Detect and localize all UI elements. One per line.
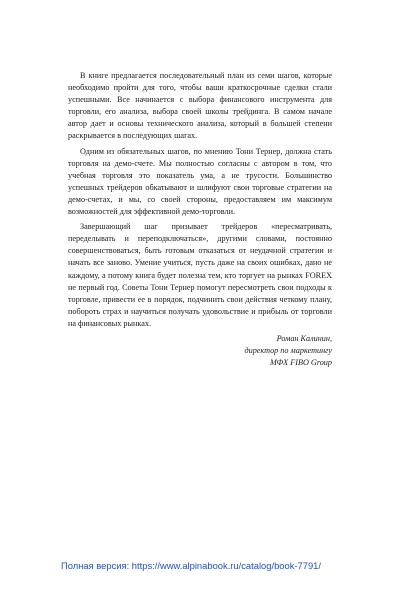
full-version-link[interactable]: Полная версия: https://www.alpinabook.ru/catalog/book-7791/ [61, 560, 321, 571]
signature-position: директор по маркетингу [244, 346, 332, 356]
signature-name: Роман Калинин, [276, 333, 332, 343]
paragraph-demo-trading: Одним из обязательных шагов, по мнению Тони Тернер, должна стать торговля на демо-счете. Мы полностью согласны с автором в том, что учебная торговля это показатель ума, а не трусости. Большинство успешных трейдеров обкатывают и шлифуют свои торговые стратегии на демо-счетах, и мы, со своей стороны, предоставляем им максимум возможностей для эффективной демо-торговли. [68, 146, 332, 217]
paragraph-intro: В книге предлагается последовательный план из семи шагов, которые необходимо пройти для того, чтобы ваши краткосрочные сделки стали успешными. Все начинается с выбора финансового инструмента для торговли, его анализа, выбора своей школы трейдинга. В самом начале автор дает и основы технического анализа, который в большей степени раскрывается в последующих шагах. [68, 71, 332, 141]
page-body [68, 70, 332, 369]
signature-company: МФХ FIBO Group [269, 358, 332, 368]
paragraph-final-step: Завершающий шаг призывает трейдеров «пересматривать, переделывать и переподключаться», другими словами, постоянно совершенствоваться, быть готовым отказаться от неудачной стратегии и начать все заново. Умение учиться, пусть даже на своих ошибках, дано не каждому, а потому книга будет полезна тем, кто торгует на рынках FOREX не первый год. Советы Тони Тернер помогут пересмотреть свои подходы к торговле, привести ее в порядок, подчинить свои действия четкому плану, побороть страх и научиться получать удовольствие и прибыль от торговли на финансовых рынках. [68, 222, 332, 328]
signature-block [68, 333, 332, 369]
